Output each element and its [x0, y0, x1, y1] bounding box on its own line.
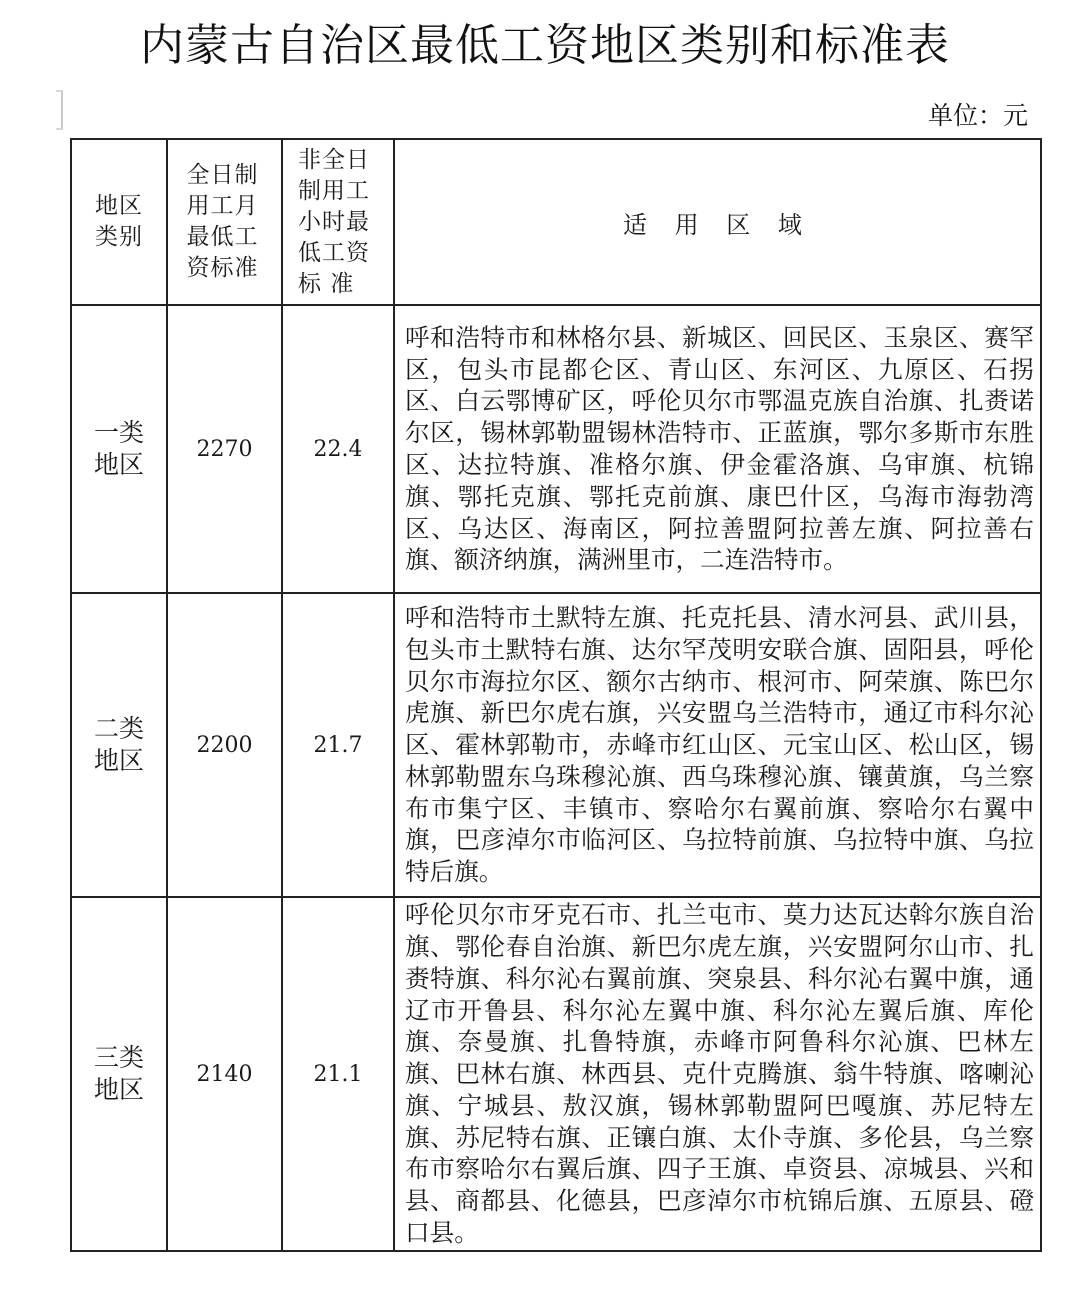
region-category-cell: 三类地区: [71, 897, 167, 1251]
hourly-wage-cell: 21.1: [282, 897, 394, 1251]
applicable-area-cell: 呼伦贝尔市牙克石市、扎兰屯市、莫力达瓦达斡尔族自治旗、鄂伦春自治旗、新巴尔虎左旗，兴安盟阿尔山市、扎赉特旗、科尔沁右翼前旗、突泉县、科尔沁右翼中旗，通辽市开鲁县、科尔沁左翼中旗、科尔沁左翼后旗、库伦旗、奈曼旗、扎鲁特旗，赤峰市阿鲁科尔沁旗、巴林左旗、巴林右旗、林西县、克什克腾旗、翁牛特旗、喀喇沁旗、宁城县、敖汉旗，锡林郭勒盟阿巴嘎旗、苏尼特左旗、苏尼特右旗、正镶白旗、太仆寺旗、多伦县，乌兰察布市察哈尔右翼后旗、四子王旗、卓资县、凉城县、兴和县、商都县、化德县，巴彦淖尔市杭锦后旗、五原县、磴口县。: [394, 897, 1041, 1251]
region-category-cell: 一类地区: [71, 305, 167, 593]
unit-label: 单位：元: [927, 101, 1028, 130]
hourly-wage-cell: 21.7: [282, 593, 394, 897]
header-monthly-standard: 全日制用工月最低工资标准: [167, 139, 282, 305]
monthly-wage-cell: 2270: [167, 305, 282, 593]
table-row: [71, 305, 1041, 593]
minimum-wage-table: [70, 138, 1042, 1252]
table-row: [71, 897, 1041, 1251]
table-header-row: [71, 139, 1041, 305]
page-title: 内蒙古自治区最低工资地区类别和标准表: [140, 20, 950, 71]
applicable-area-cell: 呼和浩特市和林格尔县、新城区、回民区、玉泉区、赛罕区，包头市昆都仑区、青山区、东河区、九原区、石拐区、白云鄂博矿区，呼伦贝尔市鄂温克族自治旗、扎赉诺尔区，锡林郭勒盟锡林浩特市、正蓝旗，鄂尔多斯市东胜区、达拉特旗、准格尔旗、伊金霍洛旗、乌审旗、杭锦旗、鄂托克旗、鄂托克前旗、康巴什区，乌海市海勃湾区、乌达区、海南区，阿拉善盟阿拉善左旗、阿拉善右旗、额济纳旗，满洲里市，二连浩特市。: [394, 305, 1041, 593]
hourly-wage-cell: 22.4: [282, 305, 394, 593]
header-region-category: 地区类别: [71, 139, 167, 305]
monthly-wage-cell: 2140: [167, 897, 282, 1251]
monthly-wage-cell: 2200: [167, 593, 282, 897]
table-row: [71, 593, 1041, 897]
region-category-cell: 二类地区: [71, 593, 167, 897]
margin-bracket-mark: [56, 90, 63, 130]
header-applicable-area: 适 用 区 域: [394, 139, 1041, 305]
applicable-area-cell: 呼和浩特市土默特左旗、托克托县、清水河县、武川县，包头市土默特右旗、达尔罕茂明安联合旗、固阳县，呼伦贝尔市海拉尔区、额尔古纳市、根河市、阿荣旗、陈巴尔虎旗、新巴尔虎右旗，兴安盟乌兰浩特市，通辽市科尔沁区、霍林郭勒市，赤峰市红山区、元宝山区、松山区，锡林郭勒盟东乌珠穆沁旗、西乌珠穆沁旗、镶黄旗，乌兰察布市集宁区、丰镇市、察哈尔右翼前旗、察哈尔右翼中旗，巴彦淖尔市临河区、乌拉特前旗、乌拉特中旗、乌拉特后旗。: [394, 593, 1041, 897]
header-hourly-standard: 非全日制用工小时最低工资标 准: [282, 139, 394, 305]
